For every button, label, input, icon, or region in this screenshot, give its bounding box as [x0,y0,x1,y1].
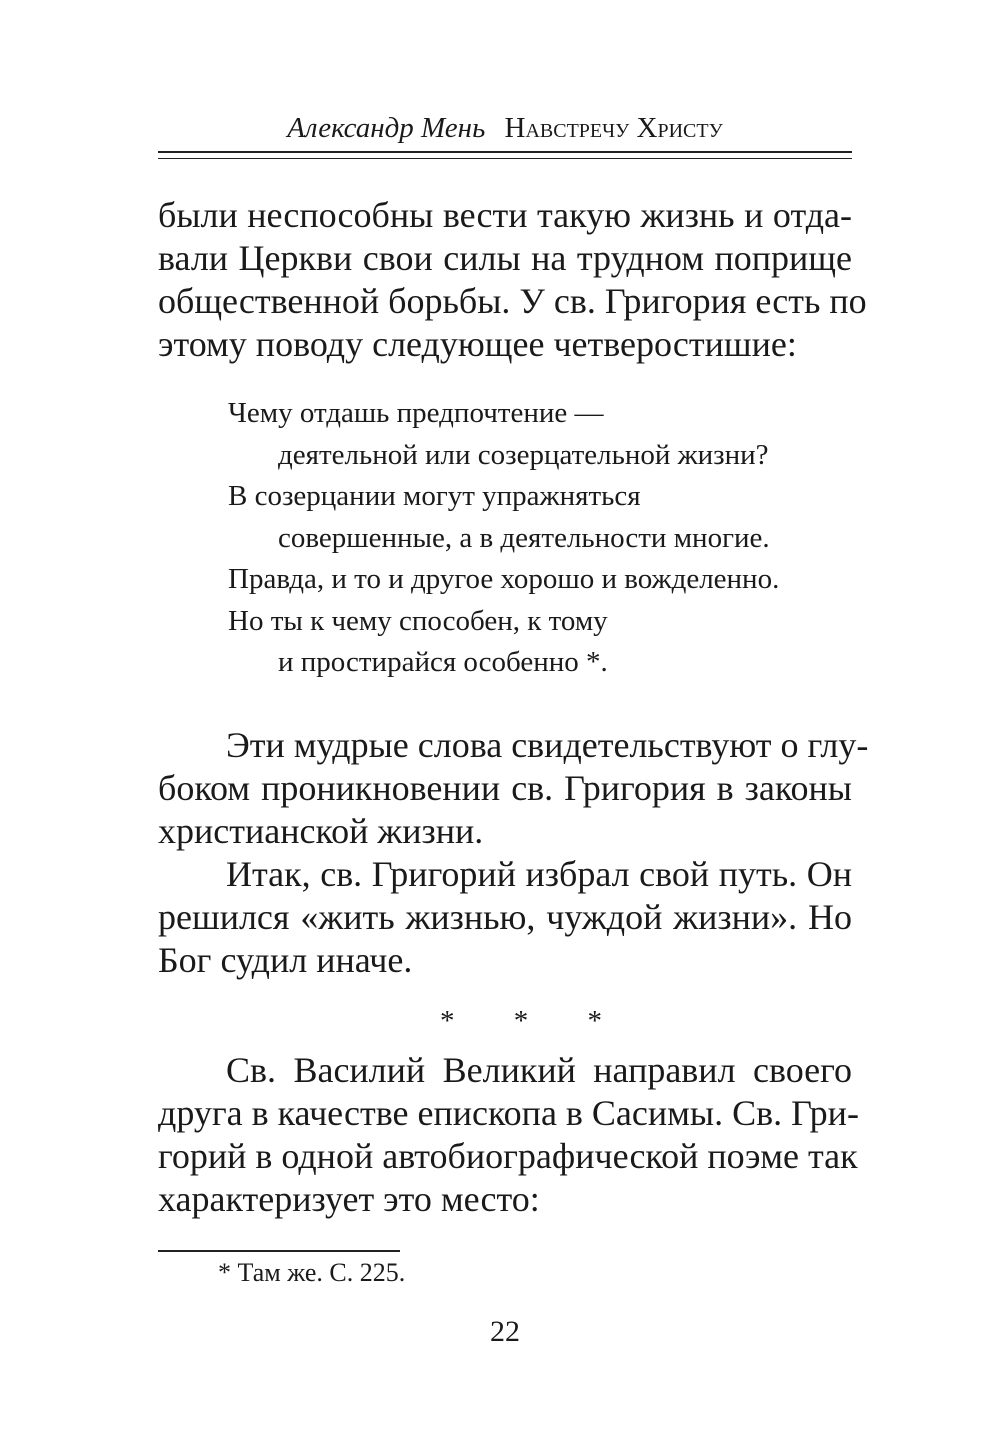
text-line: Бог судил иначе. [158,940,413,980]
running-header [158,112,852,152]
poem-line: Но ты к чему способен, к тому [228,604,608,637]
poem-line: совершенные, а в деятельности многие. [278,521,770,554]
poem-line: и простирайся особенно *. [278,646,608,678]
text-line: вали Церкви свои силы на трудном поприще [158,238,852,278]
text-line: решился «жить жизнью, чуждой жизни». Но [158,897,852,937]
poem-quatrain [228,393,779,684]
text-line: характеризует это место: [158,1179,540,1219]
paragraph-intro [158,194,867,366]
poem-line: В созерцании могут упражняться [228,480,641,512]
header-book-title: Навстречу Христу [504,112,723,144]
page-number: 22 [490,1315,520,1348]
poem-line: деятельной или созерцательной жизни? [278,438,769,471]
text-line: этому поводу следующее четверостишие: [158,324,797,364]
footnote: * Там же. С. 225. [218,1258,406,1287]
paragraph-sasima [158,1049,859,1221]
text-line: общественной борьбы. У св. Григория есть по [158,281,867,321]
text-line: христианской жизни. [158,811,484,851]
header-author: Александр Мень [287,112,486,144]
text-line: Св. Василий Великий направил своего [226,1050,852,1090]
text-line: боком проникновении св. Григория в законы [158,768,852,808]
text-line: горий в одной автобиографической поэме так [158,1136,858,1176]
text-line: были неспособны вести такую жизнь и отда- [158,195,852,235]
footnote-rule [158,1250,400,1252]
poem-line: Чему отдашь предпочтение — [228,397,604,429]
paragraph-commentary [158,724,869,982]
text-line: друга в качестве епископа в Сасимы. Св. Гри- [158,1093,859,1133]
text-line: Итак, св. Григорий избрал свой путь. Он [226,854,852,894]
text-line: Эти мудрые слова свидетельствуют о глу- [226,725,869,765]
section-separator: * * * [440,1005,628,1037]
header-rule-thin [158,158,852,159]
poem-line: Правда, и то и другое хорошо и вожделенно. [228,563,780,595]
header-rule-thick [158,151,852,153]
